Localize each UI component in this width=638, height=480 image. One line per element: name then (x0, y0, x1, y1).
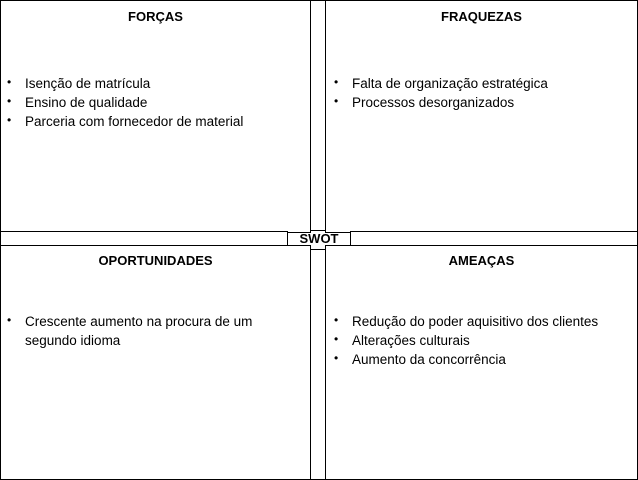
list-item: • Isenção de matrícula (3, 74, 303, 93)
list-item: • Parceria com fornecedor de material (3, 112, 303, 131)
list-item: • Processos desorganizados (330, 93, 630, 112)
threats-quadrant (325, 245, 638, 480)
strengths-title: FORÇAS (128, 9, 183, 24)
list-item: • Crescente aumento na procura de um segundo idioma (3, 312, 288, 350)
strengths-quadrant (0, 0, 311, 233)
list-item: • Aumento da concorrência (330, 350, 635, 369)
vertical-divider-bottom (310, 249, 326, 480)
list-item: • Redução do poder aquisitivo dos clientes (330, 312, 635, 331)
threats-title: AMEAÇAS (448, 253, 515, 268)
horizontal-divider-left (0, 231, 288, 246)
list-item: • Alterações culturais (330, 331, 635, 350)
list-item: • Ensino de qualidade (3, 93, 303, 112)
threats-list (330, 312, 635, 369)
weaknesses-list (330, 74, 630, 112)
opportunities-list (3, 312, 288, 350)
list-item: • Falta de organização estratégica (330, 74, 630, 93)
swot-center-label: SWOT (299, 231, 339, 246)
weaknesses-title: FRAQUEZAS (441, 9, 522, 24)
strengths-list (3, 74, 303, 131)
vertical-divider-top (310, 0, 326, 231)
weaknesses-quadrant (325, 0, 638, 233)
opportunities-quadrant (0, 245, 311, 480)
opportunities-title: OPORTUNIDADES (98, 253, 213, 268)
horizontal-divider-right (350, 231, 638, 246)
